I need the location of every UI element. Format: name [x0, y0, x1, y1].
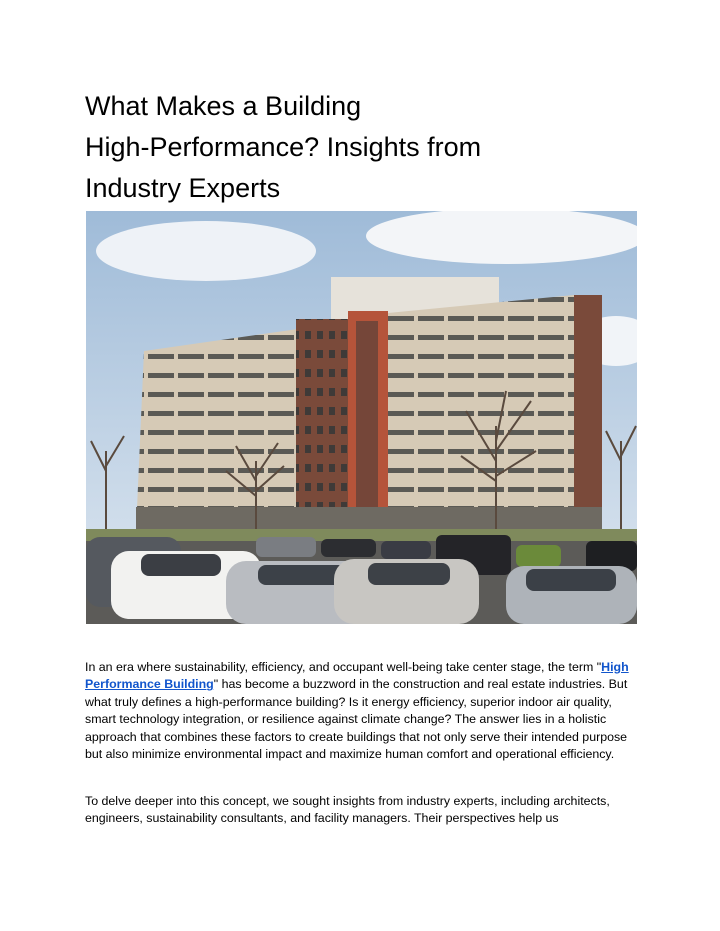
- car: [516, 545, 561, 567]
- building-end-wall: [574, 295, 602, 529]
- building-photo: [86, 211, 637, 624]
- title-line-3: Industry Experts: [85, 173, 281, 203]
- building-photo-illustration: [86, 211, 637, 624]
- title-line-2: High-Performance? Insights from: [85, 132, 482, 162]
- building-right-wing: [388, 295, 574, 529]
- intro-text-before-link: In an era where sustainability, efficiency, and occupant well-being take center stage, the term ": [85, 660, 602, 674]
- second-paragraph: To delve deeper into this concept, we sought insights from industry experts, including architects, engineers, sustainability consultants, and facility managers. Their perspectives help us: [85, 794, 610, 826]
- high-performance-building-link[interactable]: High Performance Building: [85, 660, 629, 692]
- car: [321, 539, 376, 557]
- building-left-wing: [136, 329, 298, 531]
- car: [381, 541, 431, 559]
- car: [256, 537, 316, 557]
- article-title: [85, 86, 645, 209]
- intro-text-after-link: " has become a buzzword in the construction and real estate industries. But what truly defines a high-performance building? Is it energy efficiency, superior indoor air quality, smart technology integration, or resilience against climate change? The answer lies in a holistic approach that combines these factors to create buildings that not only serve their intended purpose but also minimize environmental impact and maximize human comfort and operational efficiency.: [85, 677, 628, 762]
- title-line-1: What Makes a Building: [85, 91, 362, 121]
- cloud: [96, 221, 316, 281]
- ground-floor: [136, 507, 602, 531]
- intro-paragraph: [85, 659, 645, 763]
